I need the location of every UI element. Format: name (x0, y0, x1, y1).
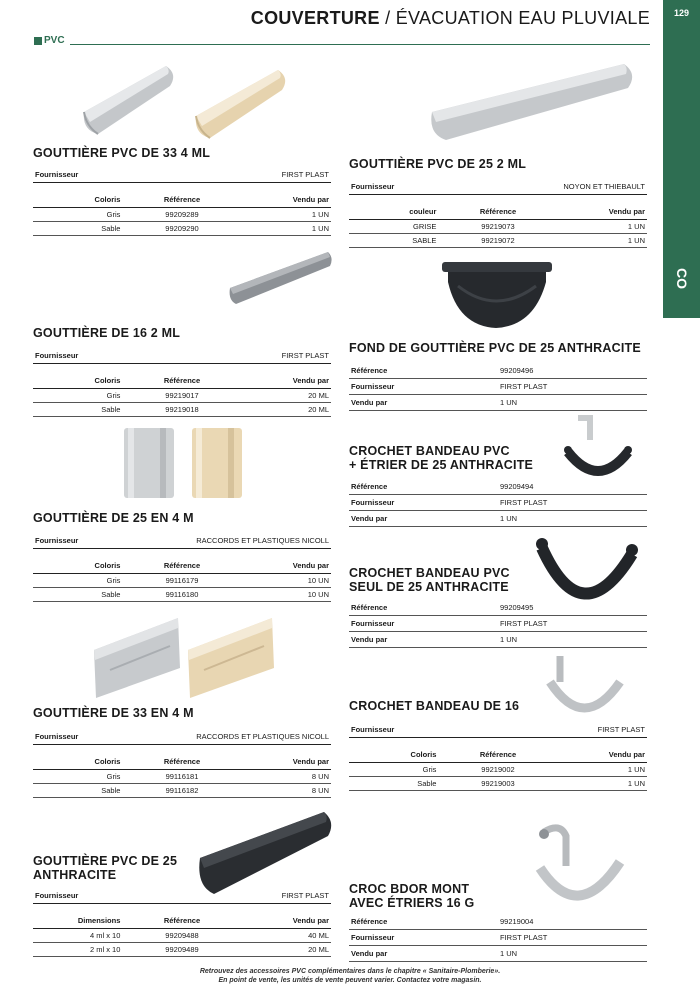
product-spec-p9 (349, 600, 647, 648)
product-title: CROCHET BANDEAU PVC + ÉTRIER DE 25 ANTHRACITE (349, 444, 534, 472)
spec-table: Coloris Référence Vendu par Gris 99209289 1 UN Sable 99209290 1 UN (33, 195, 331, 236)
product-spec-p2 (33, 351, 331, 417)
section-label: PVC (44, 35, 65, 46)
table-row: Vendu par 1 UN (349, 632, 647, 648)
supplier-row: Fournisseur NOYON ET THIEBAULT (349, 182, 647, 195)
table-row: Sable 99116180 10 UN (33, 588, 331, 602)
table-row: Vendu par 1 UN (349, 511, 647, 527)
table-row: Sable 99209290 1 UN (33, 222, 331, 236)
table-row: Référence 99209496 (349, 363, 647, 379)
product-title: GOUTTIÈRE PVC DE 25 ANTHRACITE (33, 854, 178, 882)
page-title: COUVERTURE / ÉVACUATION EAU PLUVIALE (250, 8, 650, 28)
product-spec-p6 (349, 182, 647, 248)
supplier-row: Fournisseur FIRST PLAST (33, 891, 331, 904)
gutter-anthracite-image (196, 806, 336, 902)
spec-table: Dimensions Référence Vendu par 4 ml x 10 99209488 40 ML 2 ml x 10 99209489 20 ML (33, 916, 331, 957)
spec-table: Coloris Référence Vendu par Gris 99116179 10 UN Sable 99116180 10 UN (33, 561, 331, 602)
bracket-16-image (540, 652, 630, 724)
page-number: 129 (673, 8, 690, 18)
table-row: Fournisseur FIRST PLAST (349, 616, 647, 632)
section-marker (34, 37, 42, 45)
product-title: GOUTTIÈRE PVC DE 33 4 ML (33, 146, 211, 160)
product-title: FOND DE GOUTTIÈRE PVC DE 25 ANTHRACITE (349, 341, 641, 355)
supplier-row: Fournisseur FIRST PLAST (33, 351, 331, 364)
gutter-16-grey-image (228, 248, 336, 308)
table-row: SABLE 99219072 1 UN (349, 234, 647, 248)
gutter-33-grey-image (90, 610, 185, 702)
product-spec-p3 (33, 536, 331, 602)
product-spec-p7 (349, 363, 647, 411)
table-row: Fournisseur FIRST PLAST (349, 379, 647, 395)
gutter-25-sand-image (188, 426, 248, 502)
product-spec-p11 (349, 914, 647, 962)
table-row: Gris 99116181 8 UN (33, 770, 331, 784)
product-title: CROCHET BANDEAU PVC SEUL DE 25 ANTHRACITE (349, 566, 510, 594)
supplier-row: Fournisseur FIRST PLAST (349, 725, 647, 738)
table-row: Vendu par 1 UN (349, 395, 647, 411)
product-spec-p8 (349, 479, 647, 527)
gutter-25-2ml-image (428, 60, 638, 144)
supplier-row: Fournisseur RACCORDS ET PLASTIQUES NICOLL (33, 536, 331, 549)
table-row: Référence 99219004 (349, 914, 647, 930)
table-row: Gris 99209289 1 UN (33, 208, 331, 222)
gutter-grey-image (80, 60, 180, 140)
chapter-tab-label: CO (674, 268, 690, 289)
table-row: Référence 99209494 (349, 479, 647, 495)
supplier-row: Fournisseur RACCORDS ET PLASTIQUES NICOLL (33, 732, 331, 745)
table-row: Sable 99219018 20 ML (33, 403, 331, 417)
table-row: Gris 99219002 1 UN (349, 763, 647, 777)
supplier-row: Fournisseur FIRST PLAST (33, 170, 331, 183)
product-spec-p4 (33, 732, 331, 798)
bracket-stirrup-image (560, 414, 636, 488)
gutter-end-cap-image (438, 256, 556, 332)
table-row: 4 ml x 10 99209488 40 ML (33, 929, 331, 943)
bracket-mont-image (530, 818, 634, 918)
table-row: Fournisseur FIRST PLAST (349, 495, 647, 511)
table-row: 2 ml x 10 99209489 20 ML (33, 943, 331, 957)
product-title: GOUTTIÈRE DE 33 EN 4 M (33, 706, 194, 720)
spec-table: Coloris Référence Vendu par Gris 99219002 1 UN Sable 99219003 1 UN (349, 750, 647, 791)
footer-note: Retrouvez des accessoires PVC complémentaires dans le chapitre « Sanitaire-Plomberie». En point de vente, les unités de vente peuvent varier. Contactez votre magasin. (199, 968, 501, 984)
gutter-25-grey-image (120, 426, 180, 502)
section-divider (70, 44, 650, 45)
product-spec-p5 (33, 891, 331, 957)
table-row: Référence 99209495 (349, 600, 647, 616)
product-title: GOUTTIÈRE PVC DE 25 2 ML (349, 157, 527, 171)
product-spec-p1 (33, 170, 331, 236)
gutter-sand-image (192, 64, 292, 144)
product-title: GOUTTIÈRE DE 25 EN 4 M (33, 511, 194, 525)
table-row: GRISE 99219073 1 UN (349, 220, 647, 234)
table-row: Gris 99219017 20 ML (33, 389, 331, 403)
product-title: CROC BDOR MONT AVEC ÉTRIERS 16 G (349, 882, 475, 910)
table-row: Sable 99116182 8 UN (33, 784, 331, 798)
spec-table: Coloris Référence Vendu par Gris 99219017 20 ML Sable 99219018 20 ML (33, 376, 331, 417)
table-row: Vendu par 1 UN (349, 946, 647, 962)
product-title: GOUTTIÈRE DE 16 2 ML (33, 326, 181, 340)
spec-table: Coloris Référence Vendu par Gris 99116181 8 UN Sable 99116182 8 UN (33, 757, 331, 798)
table-row: Gris 99116179 10 UN (33, 574, 331, 588)
spec-table: couleur Référence Vendu par GRISE 99219073 1 UN SABLE 99219072 1 UN (349, 207, 647, 248)
table-row: Fournisseur FIRST PLAST (349, 930, 647, 946)
product-spec-p10 (349, 725, 647, 791)
product-title: CROCHET BANDEAU DE 16 (349, 699, 520, 713)
gutter-33-sand-image (184, 610, 279, 702)
table-row: Sable 99219003 1 UN (349, 777, 647, 791)
